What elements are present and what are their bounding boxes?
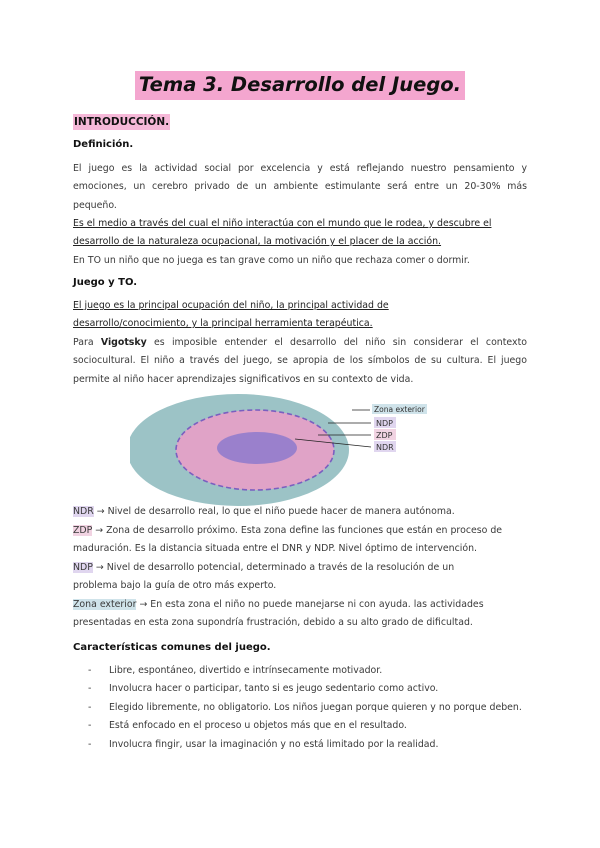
exterior-definition-line-2: presentadas en esta zona supondría frustración, debido a su alto grado de dificultad. xyxy=(73,617,473,628)
bullet-dash: - xyxy=(88,683,92,695)
definicion-heading: Definición. xyxy=(73,139,134,150)
ndp-definition-line-2: problema bajo la guía de otro más experto. xyxy=(73,580,277,591)
zdp-tag: ZDP xyxy=(73,525,93,536)
ndr-text: → Nivel de desarrollo real, lo que el niño puede hacer de manera autónoma. xyxy=(93,506,455,517)
caracteristicas-list xyxy=(88,662,528,754)
zdp-text-1: → Zona de desarrollo próximo. Esta zona define las funciones que están en proceso de xyxy=(92,525,503,536)
label-ndr: NDR xyxy=(376,443,394,452)
list-item-text: Involucra hacer o participar, tanto si es jeugo sedentario como activo. xyxy=(109,683,439,695)
ndr-definition xyxy=(73,503,527,521)
list-item xyxy=(88,662,528,680)
bullet-dash: - xyxy=(88,720,92,732)
label-ndp: NDP xyxy=(376,419,393,428)
vigotsky-post: es imposible entender el desarrollo del niño sin considerar el contexto sociocultural. El niño a través del juego, se apropia de los símbolos de su cultura. El juego permite al niño hacer aprendizajes significativos en su contexto de vida. xyxy=(73,337,527,385)
zdp-definition-line-2: maduración. Es la distancia situada entre el DNR y NDP. Nivel óptimo de intervención. xyxy=(73,543,478,554)
vigotsky-paragraph xyxy=(73,334,527,389)
list-item-text: Libre, espontáneo, divertido e intrínsecamente motivador. xyxy=(109,665,383,676)
bullet-dash: - xyxy=(88,738,92,750)
title-text: Tema 3. Desarrollo del Juego. xyxy=(135,71,465,100)
exterior-tag: Zona exterior xyxy=(73,599,137,610)
exterior-definition-line-1 xyxy=(73,596,527,614)
zdp-definition-line-1 xyxy=(73,522,527,540)
intro-heading: INTRODUCCIÓN. xyxy=(74,116,170,128)
ndr-tag: NDR xyxy=(73,506,94,517)
ndp-definition-line-1 xyxy=(73,559,527,577)
label-exterior: Zona exterior xyxy=(374,405,425,414)
document-title xyxy=(0,71,600,100)
juego-to-heading: Juego y TO. xyxy=(73,277,138,288)
definicion-underlined-line-1: Es el medio a través del cual el niño interactúa con el mundo que le rodea, y descubre el xyxy=(73,218,492,229)
ndr-ellipse xyxy=(217,432,297,464)
ndp-text-1: → Nivel de desarrollo potencial, determinado a través de la resolución de un xyxy=(92,562,455,573)
list-item xyxy=(88,736,528,754)
definicion-underlined-line-2: desarrollo de la naturaleza ocupacional, la motivación y el placer de la acción. xyxy=(73,236,442,247)
bullet-dash: - xyxy=(88,665,92,676)
list-item-text: Involucra fingir, usar la imaginación y no está limitado por la realidad. xyxy=(109,738,439,750)
list-item-text: Está enfocado en el proceso u objetos más que en el resultado. xyxy=(109,720,407,732)
list-item-text: Elegido libremente, no obligatorio. Los niños juegan porque quieren y no porque deben. xyxy=(109,701,522,713)
definicion-paragraph: El juego es la actividad social por excelencia y está reflejando nuestro pensamiento y emociones, un cerebro privado de un ambiente estimulante será entre un 20-30% más pequeño. xyxy=(73,163,527,211)
vigotsky-pre: Para xyxy=(73,337,101,348)
list-item xyxy=(88,699,528,717)
label-zdp: ZDP xyxy=(376,431,393,440)
juego-to-underlined-line-2: desarrollo/conocimiento, y la principal herramienta terapéutica. xyxy=(73,318,373,329)
caracteristicas-heading: Características comunes del juego. xyxy=(73,642,271,653)
exterior-text-1: → En esta zona el niño no puede manejarse ni con ayuda. las actividades xyxy=(136,599,484,610)
juego-to-underlined-line-1: El juego es la principal ocupación del niño, la principal actividad de xyxy=(73,300,389,311)
ndp-tag: NDP xyxy=(73,562,93,573)
list-item xyxy=(88,680,528,698)
zones-diagram xyxy=(130,390,460,510)
definicion-to-paragraph: En TO un niño que no juega es tan grave como un niño que rechaza comer o dormir. xyxy=(73,255,470,266)
bullet-dash: - xyxy=(88,701,92,713)
vigotsky-name: Vigotsky xyxy=(100,337,147,348)
list-item xyxy=(88,717,528,735)
